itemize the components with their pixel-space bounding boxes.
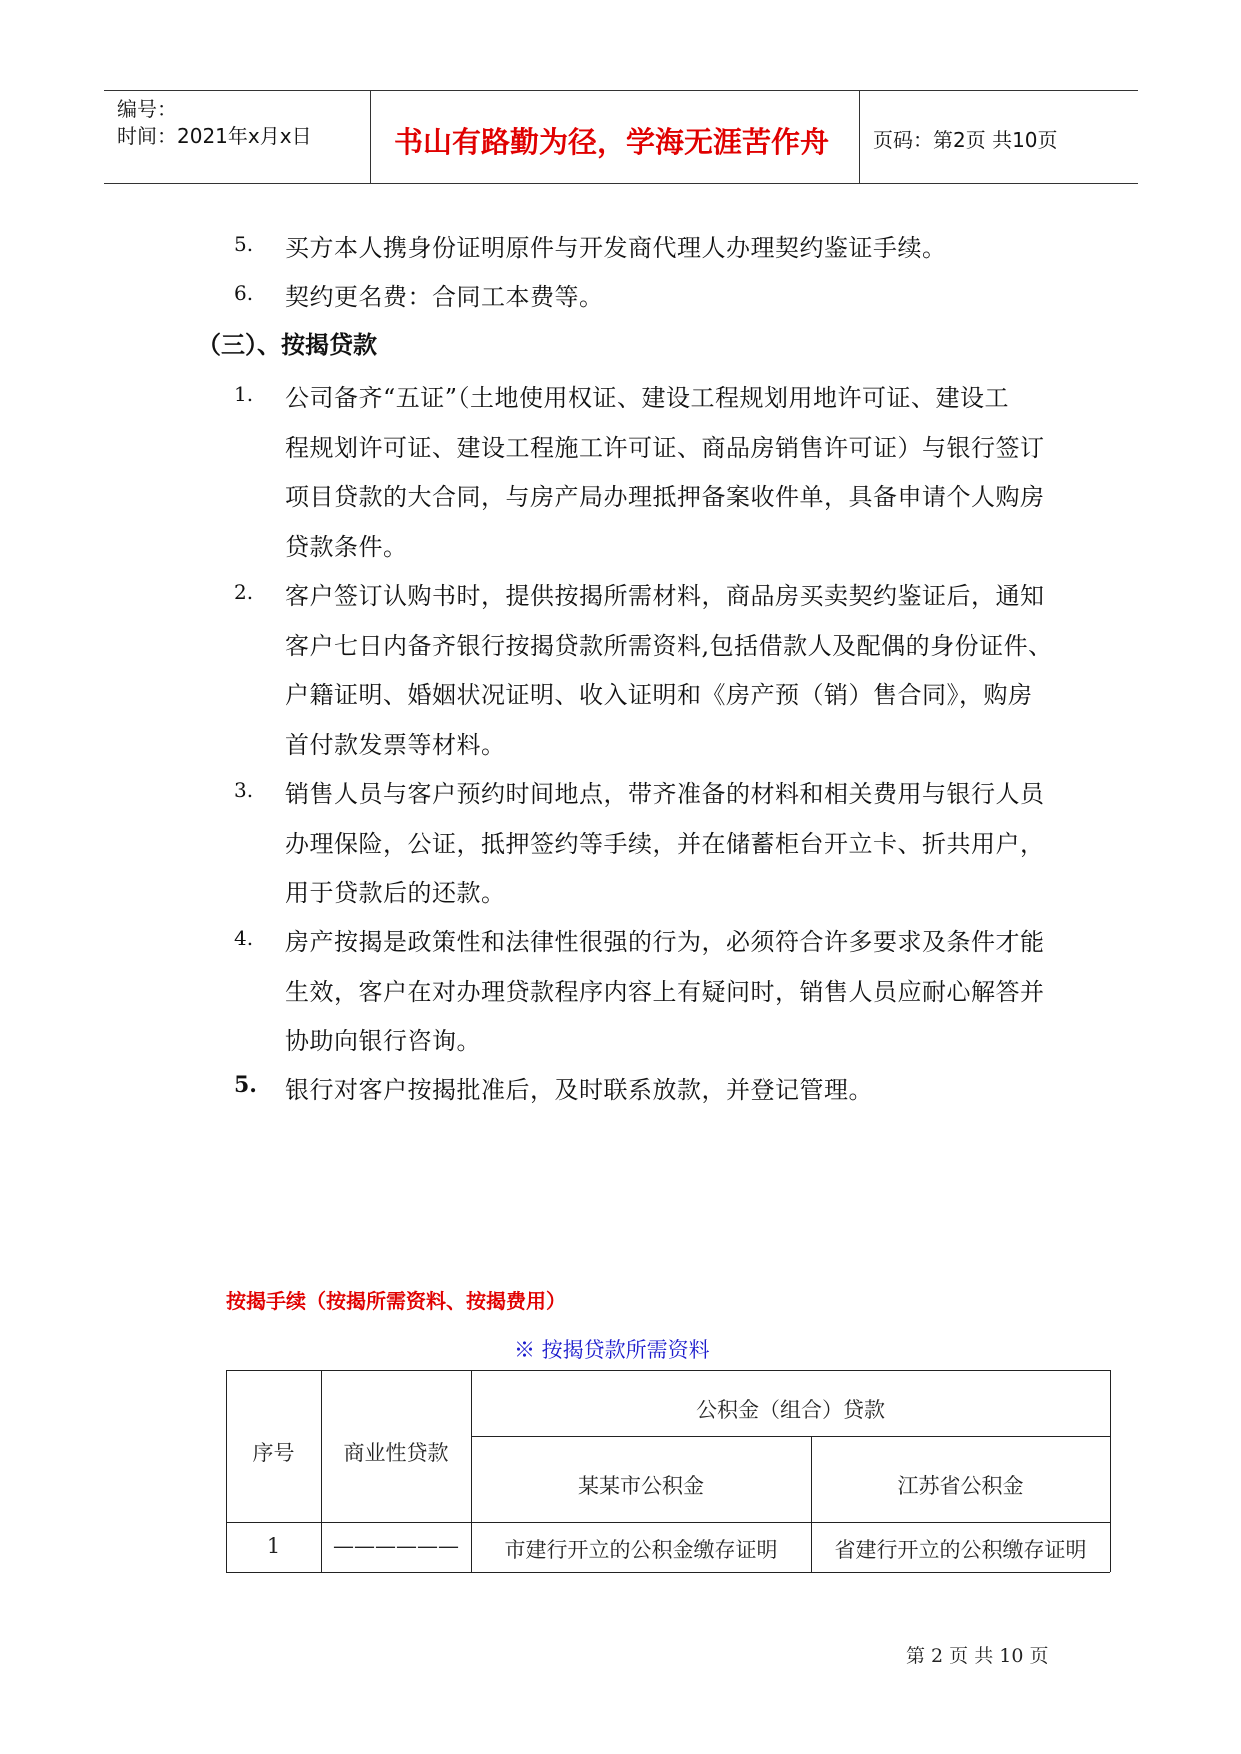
header-motto: 书山有路勤为径，学海无涯苦作舟: [394, 125, 830, 159]
table-cell-city: 市建行开立的公积金缴存证明: [504, 1538, 778, 1562]
list-item-line: 项目贷款的大合同，与房产局办理抵押备案收件单，具备申请个人购房: [285, 483, 1045, 511]
table-rule: [226, 1572, 1110, 1573]
list-item-line: 公司备齐“五证”（土地使用权证、建设工程规划用地许可证、建设工: [285, 384, 1010, 412]
table-rule: [471, 1436, 1110, 1437]
header-divider-right: [859, 90, 860, 183]
list-item-line: 房产按揭是政策性和法律性很强的行为，必须符合许多要求及条件才能: [285, 928, 1045, 956]
list-item-line: 买方本人携身份证明原件与开发商代理人办理契约鉴证手续。: [285, 234, 947, 262]
table-header-commercial: 商业性贷款: [343, 1441, 449, 1465]
header-top-rule: [104, 90, 1138, 91]
list-item-line: 办理保险，公证，抵押签约等手续，并在储蓄柜台开立卡、折共用户，: [285, 829, 1045, 858]
list-item-line: 银行对客户按揭批准后，及时联系放款，并登记管理。: [285, 1076, 873, 1104]
list-item-line: 用于贷款后的还款。: [285, 879, 506, 907]
list-item-number: 5.: [234, 232, 254, 256]
table-subheader-city: 某某市公积金: [578, 1474, 704, 1498]
list-item-line: 贷款条件。: [285, 532, 408, 561]
document-number-label: 编号：: [117, 97, 177, 121]
table-subheader-province: 江苏省公积金: [897, 1474, 1024, 1498]
list-item-number: 1.: [234, 382, 254, 406]
list-item-line: 协助向银行咨询。: [285, 1027, 481, 1055]
list-item-line: 客户七日内备齐银行按揭贷款所需资料,包括借款人及配偶的身份证件、: [285, 631, 1053, 660]
section-heading: （三）、按揭贷款: [197, 330, 377, 359]
list-item-number: 5.: [234, 1072, 257, 1098]
table-rule: [226, 1522, 1110, 1523]
table-rule: [226, 1370, 1110, 1371]
table-caption: ※ 按揭贷款所需资料: [514, 1338, 710, 1362]
list-item-number: 3.: [234, 778, 254, 802]
table-cell-commercial: ——————: [333, 1534, 459, 1558]
table-cell-province: 省建行开立的公积缴存证明: [834, 1538, 1087, 1562]
list-item-line: 生效，客户在对办理贷款程序内容上有疑问时，销售人员应耐心解答并: [285, 977, 1045, 1006]
list-item-line: 销售人员与客户预约时间地点，带齐准备的材料和相关费用与银行人员: [285, 780, 1045, 808]
header-page-info: 页码：第2页 共10页: [873, 128, 1058, 152]
list-item-number: 2.: [234, 580, 254, 604]
header-bottom-rule: [104, 183, 1138, 184]
table-header-seq: 序号: [252, 1441, 295, 1465]
page-footer: 第 2 页 共 10 页: [906, 1645, 1049, 1667]
table-cell-seq: 1: [266, 1534, 281, 1558]
list-item-line: 首付款发票等材料。: [285, 730, 506, 759]
procedures-title: 按揭手续（按揭所需资料、按揭费用）: [226, 1289, 566, 1313]
list-item-line: 户籍证明、婚姻状况证明、收入证明和《房产预（销）售合同》，购房: [285, 681, 1033, 709]
list-item-line: 客户签订认购书时，提供按揭所需材料，商品房买卖契约鉴证后，通知: [285, 582, 1045, 610]
document-time-label: 时间：2021年x月x日: [117, 124, 312, 148]
table-header-provident: 公积金（组合）贷款: [696, 1398, 885, 1422]
list-item-number: 6.: [234, 281, 254, 305]
list-item-number: 4.: [234, 926, 254, 950]
table-rule: [1110, 1370, 1111, 1572]
list-item-line: 契约更名费：合同工本费等。: [285, 283, 604, 311]
list-item-line: 程规划许可证、建设工程施工许可证、商品房销售许可证）与银行签订: [285, 433, 1045, 462]
header-divider-left: [370, 90, 371, 183]
